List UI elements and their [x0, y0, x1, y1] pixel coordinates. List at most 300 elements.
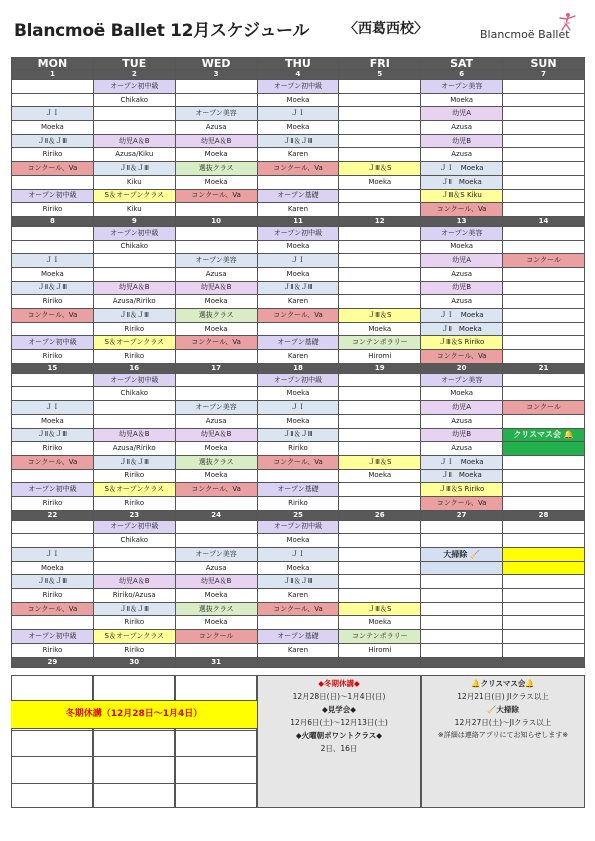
class-cell: S＆オープンクラス — [93, 483, 175, 497]
date-row — [12, 363, 585, 373]
class-cell — [421, 520, 503, 534]
class-cell: オープン初中級 — [12, 336, 94, 350]
class-cell — [503, 589, 585, 603]
class-cell — [175, 350, 257, 364]
class-cell: Moeka — [339, 616, 421, 630]
class-cell: オープン美容 — [175, 548, 257, 562]
schedule-grid — [11, 57, 585, 668]
date-cell: 11 — [257, 216, 339, 226]
class-cell: コンクール、Va — [257, 162, 339, 176]
class-cell: 幼児A＆B — [175, 575, 257, 589]
class-cell: Moeka — [175, 175, 257, 189]
schedule-row — [12, 93, 585, 107]
class-cell: Azusa — [175, 561, 257, 575]
class-cell — [93, 548, 175, 562]
class-cell: Ririko — [93, 469, 175, 483]
date-cell: 14 — [503, 216, 585, 226]
class-cell — [175, 203, 257, 217]
class-cell — [503, 162, 585, 176]
class-cell — [339, 534, 421, 548]
class-cell: コンクール、Va — [175, 483, 257, 497]
date-row — [12, 510, 585, 520]
class-cell: ＪⅡ＆ＪⅢ — [12, 428, 94, 442]
schedule-row — [12, 575, 585, 589]
notice-xmas-title: クリスマス会 — [480, 679, 526, 688]
class-cell: Moeka — [257, 267, 339, 281]
class-cell: Moeka — [175, 322, 257, 336]
class-cell — [339, 295, 421, 309]
class-cell: Ririko — [12, 350, 94, 364]
class-cell: Ririko — [12, 589, 94, 603]
class-cell — [503, 483, 585, 497]
class-cell: Chikako — [93, 240, 175, 254]
schedule-row — [12, 561, 585, 575]
class-cell: Azusa — [175, 414, 257, 428]
class-cell: Ririko — [12, 148, 94, 162]
class-cell: 幼児A — [421, 107, 503, 121]
class-cell — [503, 387, 585, 401]
schedule-row — [12, 189, 585, 203]
class-cell — [93, 401, 175, 415]
schedule-row — [12, 373, 585, 387]
class-cell — [339, 93, 421, 107]
class-cell — [93, 267, 175, 281]
class-cell — [339, 428, 421, 442]
class-cell: Ririko — [12, 295, 94, 309]
weekday-wed: WED — [175, 58, 257, 70]
date-cell: 20 — [421, 363, 503, 373]
class-cell: Ririko — [93, 643, 175, 657]
class-cell — [339, 414, 421, 428]
class-cell — [339, 520, 421, 534]
schedule-row — [12, 643, 585, 657]
class-cell: Moeka — [12, 561, 94, 575]
class-cell: ＪⅢ＆S Ririko — [421, 483, 503, 497]
date-row — [12, 657, 585, 667]
class-cell — [175, 387, 257, 401]
class-cell: 幼児A＆B — [175, 281, 257, 295]
schedule-row — [12, 401, 585, 415]
class-cell: オープン美容 — [421, 80, 503, 94]
broom-icon: 🧹 — [487, 705, 497, 714]
date-cell: 7 — [503, 70, 585, 80]
bottom-tue-column — [93, 675, 175, 808]
class-cell — [503, 575, 585, 589]
class-cell: ＪⅡ＆ＪⅢ — [93, 602, 175, 616]
class-cell: ＪⅢ＆S — [339, 309, 421, 323]
class-cell: Karen — [257, 203, 339, 217]
class-cell — [339, 203, 421, 217]
class-cell: コンクール、Va — [175, 336, 257, 350]
schedule-row — [12, 254, 585, 268]
date-cell: 12 — [339, 216, 421, 226]
schedule-row — [12, 121, 585, 135]
date-cell: 5 — [339, 70, 421, 80]
class-cell — [503, 630, 585, 644]
class-cell — [503, 93, 585, 107]
class-cell — [503, 496, 585, 510]
notice-visit-dates: 12月6日(土)～12月13日(土) — [290, 718, 388, 727]
class-cell: オープン美容 — [421, 226, 503, 240]
weekday-sat: SAT — [421, 58, 503, 70]
schedule-row — [12, 162, 585, 176]
class-cell: コンクール、Va — [421, 203, 503, 217]
class-cell — [339, 496, 421, 510]
class-cell: ＪＩ — [12, 548, 94, 562]
class-cell: Ririko — [257, 496, 339, 510]
class-cell — [12, 616, 94, 630]
class-cell — [339, 281, 421, 295]
class-cell — [503, 350, 585, 364]
class-cell — [339, 387, 421, 401]
date-cell: 18 — [257, 363, 339, 373]
class-cell: Moeka — [12, 414, 94, 428]
notice-winter-heading: ◆冬期休講◆ — [318, 679, 360, 688]
class-cell — [421, 534, 503, 548]
date-cell: 23 — [93, 510, 175, 520]
class-cell: ＪⅡ＆ＪⅢ — [93, 162, 175, 176]
notice-cleaning-title: 大掃除 — [496, 705, 519, 714]
date-cell — [257, 657, 339, 667]
class-cell — [339, 548, 421, 562]
class-cell — [12, 373, 94, 387]
class-cell — [12, 93, 94, 107]
schedule-row — [12, 203, 585, 217]
class-cell — [339, 189, 421, 203]
class-cell: Chikako — [93, 387, 175, 401]
class-cell — [12, 240, 94, 254]
class-cell: Moeka — [257, 561, 339, 575]
class-cell — [12, 322, 94, 336]
class-cell — [339, 561, 421, 575]
schedule-row — [12, 483, 585, 497]
class-cell: Moeka — [12, 121, 94, 135]
class-cell: コンクール、Va — [421, 496, 503, 510]
class-cell — [421, 630, 503, 644]
date-cell — [503, 657, 585, 667]
class-cell: Moeka — [12, 267, 94, 281]
date-cell: 13 — [421, 216, 503, 226]
bottom-wed-column — [175, 675, 257, 808]
class-cell — [12, 175, 94, 189]
class-cell: オープン美容 — [175, 107, 257, 121]
class-cell: ＪⅡ＆ＪⅢ — [93, 309, 175, 323]
weekday-sun: SUN — [503, 58, 585, 70]
date-cell: 17 — [175, 363, 257, 373]
bell-icon: 🔔 — [561, 430, 574, 440]
class-cell: Chikako — [93, 93, 175, 107]
schedule-row — [12, 455, 585, 469]
schedule-row — [12, 107, 585, 121]
class-cell: クリスマス会 🔔 — [503, 428, 585, 442]
class-cell — [421, 589, 503, 603]
schedule-row — [12, 281, 585, 295]
class-cell: ＪⅡ Moeka — [421, 469, 503, 483]
class-cell: コンクール、Va — [421, 350, 503, 364]
class-cell — [175, 520, 257, 534]
class-cell: コンクール、Va — [257, 455, 339, 469]
class-cell: コンクール、Va — [257, 309, 339, 323]
class-cell — [93, 561, 175, 575]
class-cell: ＪⅢ＆S — [339, 162, 421, 176]
class-cell: 選抜クラス — [175, 455, 257, 469]
class-cell — [339, 121, 421, 135]
date-row — [12, 70, 585, 80]
class-cell — [503, 548, 585, 562]
class-cell: ＪＩ — [257, 401, 339, 415]
class-cell: Ririko — [93, 350, 175, 364]
date-row — [12, 216, 585, 226]
class-cell: オープン美容 — [175, 254, 257, 268]
schedule-row — [12, 267, 585, 281]
class-cell: 選抜クラス — [175, 602, 257, 616]
class-cell: Ririko — [12, 203, 94, 217]
notice-cleaning-detail: 12月27日(土)～JⅠクラス以上 — [454, 718, 552, 727]
class-cell — [503, 336, 585, 350]
date-cell: 3 — [175, 70, 257, 80]
class-cell — [503, 534, 585, 548]
class-cell — [12, 469, 94, 483]
date-cell: 19 — [339, 363, 421, 373]
class-cell: ＪⅡ＆ＪⅢ — [93, 455, 175, 469]
class-cell: Ririko/Azusa — [93, 589, 175, 603]
class-cell — [93, 121, 175, 135]
class-cell: ＪⅡ＆ＪⅢ — [257, 134, 339, 148]
schedule-row — [12, 350, 585, 364]
date-cell: 4 — [257, 70, 339, 80]
class-cell: ＪⅡ＆ＪⅢ — [12, 575, 94, 589]
class-cell: Ririko — [12, 442, 94, 456]
date-cell — [421, 657, 503, 667]
class-cell — [12, 226, 94, 240]
schedule-row — [12, 602, 585, 616]
class-cell: Moeka — [257, 534, 339, 548]
class-cell — [93, 107, 175, 121]
date-cell: 1 — [12, 70, 94, 80]
class-cell — [93, 414, 175, 428]
notice-winter-dates: 12月28日(日)～1月4日(日) — [292, 692, 386, 701]
class-cell — [339, 254, 421, 268]
class-cell: Moeka — [339, 175, 421, 189]
class-cell — [503, 616, 585, 630]
class-cell: Karen — [257, 295, 339, 309]
class-cell — [339, 80, 421, 94]
class-cell: Moeka — [339, 469, 421, 483]
class-cell — [503, 469, 585, 483]
class-cell: ＪＩ — [12, 254, 94, 268]
schedule-row — [12, 442, 585, 456]
schedule-row — [12, 240, 585, 254]
class-cell: コンクール、Va — [12, 455, 94, 469]
notice-xmas-detail: 12月21日(日) JⅠクラス以上 — [457, 692, 549, 701]
class-cell: オープン初中級 — [12, 630, 94, 644]
schedule-row — [12, 428, 585, 442]
class-cell: Azusa/Ririko — [93, 295, 175, 309]
schedule-row — [12, 520, 585, 534]
class-cell: Azusa — [175, 121, 257, 135]
class-cell: ＪⅡ＆ＪⅢ — [257, 428, 339, 442]
class-cell — [503, 134, 585, 148]
class-cell: 選抜クラス — [175, 162, 257, 176]
class-cell — [421, 575, 503, 589]
class-cell: コンクール、Va — [175, 189, 257, 203]
class-cell — [503, 561, 585, 575]
class-cell: オープン初中級 — [93, 226, 175, 240]
class-cell: Ririko — [93, 322, 175, 336]
notice-cleaning-heading — [422, 704, 584, 715]
class-cell: オープン初中級 — [257, 226, 339, 240]
class-cell: S＆オープンクラス — [93, 189, 175, 203]
class-cell: オープン基礎 — [257, 630, 339, 644]
class-cell — [503, 414, 585, 428]
class-cell: コンクール、Va — [12, 602, 94, 616]
class-cell — [503, 602, 585, 616]
class-cell — [93, 254, 175, 268]
brand-logo — [478, 12, 586, 46]
class-cell — [175, 240, 257, 254]
class-cell: ＪⅡ＆ＪⅢ — [257, 575, 339, 589]
class-cell — [421, 643, 503, 657]
class-cell: ＪＩ Moeka — [421, 162, 503, 176]
date-cell: 28 — [503, 510, 585, 520]
class-cell: オープン基礎 — [257, 483, 339, 497]
class-cell — [503, 203, 585, 217]
notice-pointe-dates: 2日、16日 — [320, 744, 358, 753]
schedule-row — [12, 226, 585, 240]
class-cell — [339, 148, 421, 162]
date-cell: 24 — [175, 510, 257, 520]
notice-center — [257, 675, 421, 808]
schedule-row — [12, 134, 585, 148]
class-cell: コンクール — [175, 630, 257, 644]
class-cell: Moeka — [257, 414, 339, 428]
class-cell: Moeka — [257, 387, 339, 401]
date-cell: 16 — [93, 363, 175, 373]
class-cell — [339, 267, 421, 281]
class-cell: Azusa/Kiku — [93, 148, 175, 162]
class-cell: ＪⅡ＆ＪⅢ — [257, 281, 339, 295]
class-cell: ＪＩ — [257, 107, 339, 121]
class-cell: Hiromi — [339, 350, 421, 364]
class-cell — [339, 134, 421, 148]
class-cell — [175, 226, 257, 240]
schedule-row — [12, 148, 585, 162]
class-cell: Azusa — [421, 148, 503, 162]
winter-break-banner: 冬期休講（12月28日～1月4日） — [11, 700, 257, 729]
schedule-row — [12, 589, 585, 603]
class-cell: コンクール、Va — [12, 162, 94, 176]
class-cell — [503, 520, 585, 534]
class-cell: Chikako — [93, 534, 175, 548]
class-cell: Azusa — [421, 121, 503, 135]
schedule-row — [12, 630, 585, 644]
class-cell — [503, 189, 585, 203]
class-cell — [503, 309, 585, 323]
class-cell — [503, 226, 585, 240]
class-cell: 幼児B — [421, 281, 503, 295]
class-cell: 幼児A＆B — [93, 428, 175, 442]
bell-icon: 🔔 — [525, 679, 535, 688]
class-cell: ＪⅢ＆S — [339, 455, 421, 469]
class-cell — [503, 240, 585, 254]
schedule-table — [11, 57, 585, 668]
date-cell: 8 — [12, 216, 94, 226]
schedule-row — [12, 336, 585, 350]
class-cell: ＪＩ — [257, 254, 339, 268]
class-cell: 選抜クラス — [175, 309, 257, 323]
class-cell — [421, 602, 503, 616]
class-cell: Moeka — [175, 616, 257, 630]
class-cell: Ririko — [93, 496, 175, 510]
class-cell: ＪⅡ＆ＪⅢ — [12, 134, 94, 148]
class-cell: ＪＩ Moeka — [421, 309, 503, 323]
class-cell: オープン初中級 — [93, 520, 175, 534]
class-cell: ＪⅡ Moeka — [421, 322, 503, 336]
notice-right — [421, 675, 585, 808]
class-cell: Moeka — [421, 387, 503, 401]
schedule-row — [12, 469, 585, 483]
class-cell: Azusa/Ririko — [93, 442, 175, 456]
class-cell — [175, 80, 257, 94]
class-cell: Azusa — [175, 267, 257, 281]
class-cell — [503, 267, 585, 281]
class-cell — [12, 387, 94, 401]
class-cell: Karen — [257, 643, 339, 657]
class-cell: コンクール、Va — [12, 309, 94, 323]
class-cell — [503, 148, 585, 162]
schedule-row — [12, 295, 585, 309]
class-cell: Moeka — [421, 93, 503, 107]
class-cell: Moeka — [339, 322, 421, 336]
class-cell: ＪＩ Moeka — [421, 455, 503, 469]
date-cell: 30 — [93, 657, 175, 667]
class-cell — [503, 281, 585, 295]
class-cell: ＪⅢ＆S Ririko — [421, 336, 503, 350]
schedule-row — [12, 80, 585, 94]
date-cell: 27 — [421, 510, 503, 520]
class-cell — [339, 483, 421, 497]
date-cell: 26 — [339, 510, 421, 520]
class-cell — [12, 534, 94, 548]
class-cell: Ririko — [12, 643, 94, 657]
date-cell: 21 — [503, 363, 585, 373]
class-cell — [503, 121, 585, 135]
class-cell: Moeka — [175, 442, 257, 456]
class-cell: ＪⅡ Moeka — [421, 175, 503, 189]
class-cell: ＪＩ — [257, 548, 339, 562]
schedule-row — [12, 322, 585, 336]
class-cell — [339, 107, 421, 121]
class-cell: Moeka — [257, 240, 339, 254]
bottom-section — [11, 675, 585, 810]
class-cell — [339, 240, 421, 254]
class-cell — [175, 643, 257, 657]
notice-pointe-heading: ◆火曜朝ポワントクラス◆ — [295, 731, 383, 740]
class-cell: ＪⅢ＆S — [339, 602, 421, 616]
schedule-row — [12, 414, 585, 428]
class-cell: Kiku — [93, 203, 175, 217]
class-cell: オープン初中級 — [93, 373, 175, 387]
weekday-header-row — [12, 58, 585, 70]
class-cell — [421, 616, 503, 630]
class-cell: Kiku — [93, 175, 175, 189]
class-cell: Karen — [257, 148, 339, 162]
date-cell: 25 — [257, 510, 339, 520]
class-cell: オープン初中級 — [257, 373, 339, 387]
class-cell — [503, 80, 585, 94]
class-cell: Hiromi — [339, 643, 421, 657]
class-cell — [175, 496, 257, 510]
